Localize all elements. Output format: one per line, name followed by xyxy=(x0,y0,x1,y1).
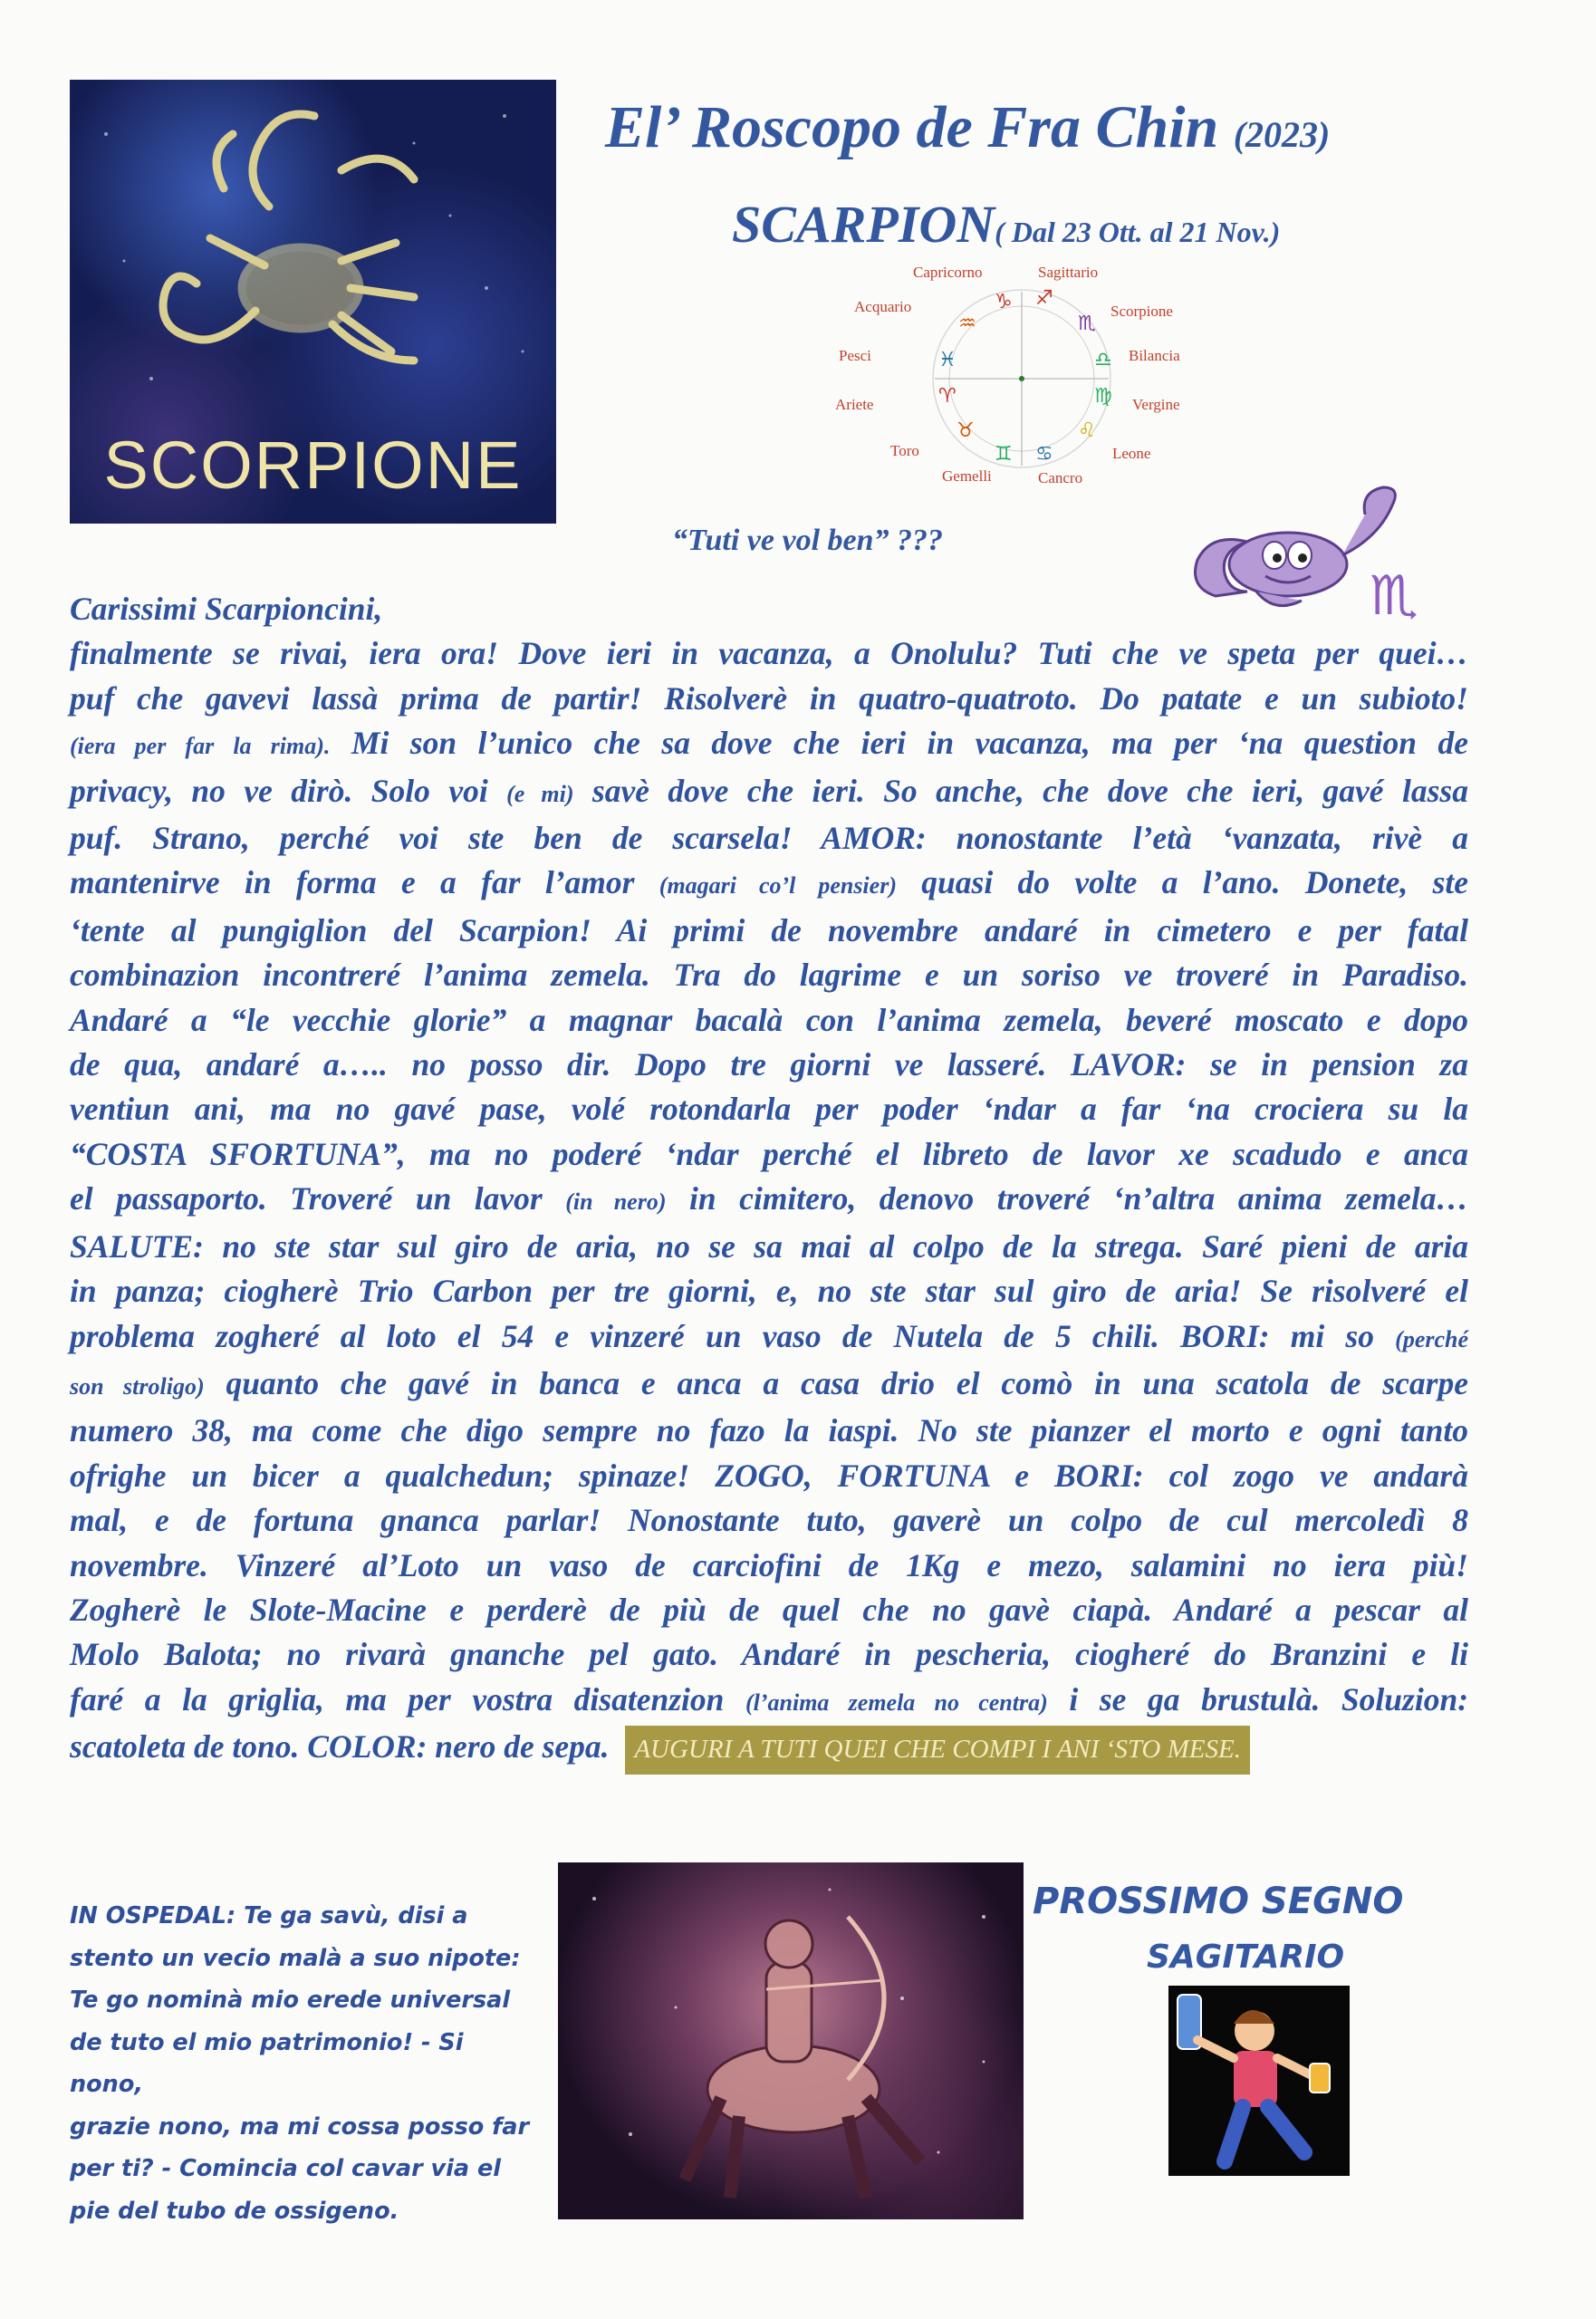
text-line: mal, e de fortuna gnanca parlar! Nonostante tuto, gaverè un colpo de cul mercoledì 8 xyxy=(70,1502,1468,1539)
svg-text:♒: ♒ xyxy=(958,313,976,335)
svg-text:♐: ♐ xyxy=(1035,287,1053,310)
joke-line: stento un vecio malà a suo nipote: xyxy=(70,1944,521,1972)
centaur-archer-icon xyxy=(558,1862,1024,2219)
text-line: SALUTE: no ste star sul giro de aria, no se sa mai al colpo de la strega. Saré pieni de aria xyxy=(70,1227,1468,1265)
text-line: de qua, andaré a….. no posso dir. Dopo tre giorni ve lasseré. LAVOR: se in pension za xyxy=(70,1046,1468,1083)
aside-note: (magari co’l pensier) xyxy=(659,872,897,900)
text-line: Carissimi Scarpioncini, xyxy=(70,591,383,627)
text-line: mantenirve in forma e a far l’amor (magari co’l pensier) quasi do volte a l’ano. Donete, ste xyxy=(70,864,1469,901)
zodiac-wheel xyxy=(835,259,1239,486)
aside-note: son stroligo) xyxy=(70,1372,205,1400)
text-line: scatoleta de tono. COLOR: nero de sepa. AUGURI A TUTI QUEI CHE COMPI I ANI ‘STO MESE. xyxy=(70,1725,1468,1774)
text-line: ‘tente al pungiglion del Scarpion! Ai primi de novembre andaré in cimetero e per fatal xyxy=(70,911,1468,948)
text-line: “COSTA SFORTUNA”, ma no poderé ‘ndar perché el libreto de lavor xe scadudo e anca xyxy=(70,1135,1468,1172)
birthday-banner: AUGURI A TUTI QUEI CHE COMPI I ANI ‘STO MESE. xyxy=(625,1726,1250,1774)
zodiac-label: Capricorno xyxy=(913,264,983,281)
svg-text:♓: ♓ xyxy=(938,349,957,371)
sagittarius-image xyxy=(558,1862,1024,2219)
title-year: (2023) xyxy=(1233,114,1331,155)
joke-line: IN OSPEDAL: Te ga savù, disi a xyxy=(70,1902,468,1929)
zodiac-label: Cancro xyxy=(1038,469,1083,486)
zodiac-label: Acquario xyxy=(854,298,912,315)
text-line: son stroligo) quanto che gavé in banca e anca a casa drio el comò in una scatola de scarpe xyxy=(70,1364,1468,1401)
text-line: numero 38, ma come che digo sempre no fazo la iaspi. No ste pianzer el morto e ogni tanto xyxy=(70,1412,1468,1449)
joke-line: pie del tubo de ossigeno. xyxy=(70,2197,399,2225)
svg-text:♈: ♈ xyxy=(938,385,957,408)
zodiac-label: Bilancia xyxy=(1129,347,1180,364)
scorpione-image xyxy=(70,80,556,524)
text-line: el passaporto. Troveré un lavor (in nero) in cimitero, denovo troveré ‘n’altra anima zemela… xyxy=(70,1180,1468,1217)
svg-text:♏: ♏ xyxy=(1078,313,1096,335)
zodiac-label: Sagittario xyxy=(1038,264,1099,281)
joke-line: Te go nominà mio erede universal xyxy=(70,1987,511,2014)
text-line: faré a la griglia, ma per vostra disatenzion (l’anima zemela no centra) i se ga brustulà. Soluzion: xyxy=(70,1680,1469,1718)
text-line: Andaré a “le vecchie glorie” a magnar bacalà con l’anima zemela, beveré moscato e dopo xyxy=(70,1001,1468,1038)
svg-text:♉: ♉ xyxy=(957,419,975,442)
zodiac-label: Vergine xyxy=(1132,396,1180,413)
motto: “Tuti ve vol ben” ??? xyxy=(672,524,944,557)
zodiac-label: Gemelli xyxy=(942,467,992,485)
horoscope-text xyxy=(70,587,1468,1775)
zodiac-label: Toro xyxy=(890,442,919,459)
text-line: finalmente se rivai, iera ora! Dove ieri in vacanza, a Onolulu? Tuti che ve speta per quei… xyxy=(70,635,1468,672)
svg-text:♑: ♑ xyxy=(995,291,1013,313)
svg-text:♍: ♍ xyxy=(1094,385,1112,408)
aside-note: (in nero) xyxy=(565,1188,667,1216)
text-line: puf. Strano, perché voi ste ben de scarsela! AMOR: nonostante l’età ‘vanzata, rivè a xyxy=(70,820,1468,857)
scorpione-caption: SCORPIONE xyxy=(103,428,523,503)
aside-note: (e mi) xyxy=(506,780,574,807)
svg-text:♌: ♌ xyxy=(1078,419,1096,442)
aside-note: (iera per far la rima). xyxy=(70,733,331,760)
svg-text:♏: ♏ xyxy=(1370,564,1418,628)
title-text: El’ Roscopo de Fra Chin xyxy=(605,94,1219,160)
text-line: Molo Balota; no rivarà gnanche pel gato. Andaré in pescheria, ciogheré do Branzini e li xyxy=(70,1636,1468,1673)
text-line: Zogherè le Slote-Macine e perderè de più de quel che no gavè ciapà. Andaré a pescar al xyxy=(70,1591,1468,1628)
party-man-icon xyxy=(1168,1986,1350,2176)
svg-text:♊: ♊ xyxy=(995,443,1013,466)
joke-line: per ti? - Comincia col cavar via el xyxy=(70,2155,502,2182)
text-line: ofrighe un bicer a qualchedun; spinaze! ZOGO, FORTUNA e BORI: col zogo ve andarà xyxy=(70,1457,1468,1494)
page-title xyxy=(605,93,1330,162)
text-line: problema zogheré al loto el 54 e vinzeré un vaso de Nutela de 5 chili. BORI: mi so (perché xyxy=(70,1317,1469,1354)
joke-line: de tuto el mio patrimonio! - Si nono, xyxy=(70,2028,464,2098)
sign-dates: ( Dal 23 Ott. al 21 Nov.) xyxy=(995,216,1281,248)
svg-text:♎: ♎ xyxy=(1094,349,1112,371)
aside-note: (l’anima zemela no centra) xyxy=(745,1689,1048,1716)
next-sign-heading: PROSSIMO SEGNO xyxy=(1033,1881,1404,1922)
joke-line: grazie nono, ma mi cossa posso far xyxy=(70,2112,530,2141)
aside-note: (perché xyxy=(1395,1325,1469,1352)
svg-text:♋: ♋ xyxy=(1035,443,1053,466)
zodiac-label: Ariete xyxy=(835,396,874,413)
zodiac-label: Leone xyxy=(1112,445,1151,462)
zodiac-label: Scorpione xyxy=(1110,303,1173,320)
next-sign-name: SAGITARIO xyxy=(1147,1939,1345,1976)
text-line: novembre. Vinzeré al’Loto un vaso de carciofini de 1Kg e mezo, salamini no iera più! xyxy=(70,1546,1468,1583)
text-line: puf che gavevi lassà prima de partir! Risolverè in quatro-quatroto. Do patate e un subioto! xyxy=(70,679,1468,717)
text-line: ventiun ani, ma no gavé pase, volé rotondarla per poder ‘ndar a far ‘na crociera su la xyxy=(70,1091,1468,1128)
text-line: in panza; ciogherè Trio Carbon per tre giorni, e, no ste star sul giro de aria! Se risolveré el xyxy=(70,1273,1468,1310)
text-line: (iera per far la rima). Mi son l’unico che sa dove che ieri in vacanza, ma per ‘na question de xyxy=(70,725,1469,762)
text-line: privacy, no ve dirò. Solo voi (e mi) savè dove che ieri. So anche, che dove che ieri, gavé lassa xyxy=(70,772,1468,809)
sign-name: SCARPION xyxy=(732,195,995,254)
text-line: combinazion incontreré l’anima zemela. Tra do lagrime e un soriso ve troveré in Paradiso. xyxy=(70,957,1468,994)
sagittario-cartoon xyxy=(1168,1986,1350,2176)
sign-heading xyxy=(732,194,1280,255)
joke-text xyxy=(70,1895,541,2232)
zodiac-label: Pesci xyxy=(839,347,871,364)
